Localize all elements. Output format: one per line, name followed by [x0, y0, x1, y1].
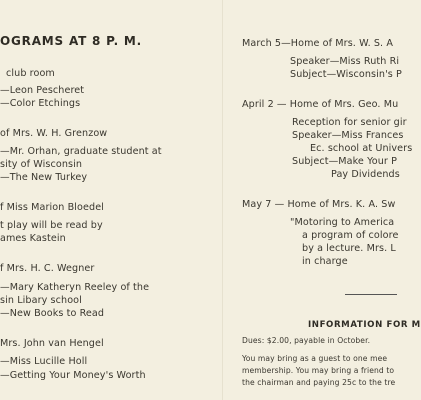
page-fold — [222, 0, 223, 400]
schedule-line: Speaker—Miss Frances — [292, 130, 404, 141]
section-divider — [345, 294, 397, 295]
program-line: sity of Wisconsin — [0, 159, 83, 170]
schedule-line: Reception for senior gir — [292, 117, 407, 128]
schedule-line: "Motoring to America — [290, 217, 395, 228]
program-line: Mrs. John van Hengel — [0, 338, 104, 349]
schedule-line: Ec. school at Univers — [310, 143, 413, 154]
programs-heading: OGRAMS AT 8 P. M. — [0, 34, 143, 48]
info-line: the chairman and paying 25c to the tre — [242, 378, 396, 387]
program-line: of Mrs. W. H. Grenzow — [0, 128, 108, 139]
schedule-line: a program of colore — [302, 230, 399, 241]
program-line: f Mrs. H. C. Wegner — [0, 263, 95, 274]
information-heading: INFORMATION FOR M — [308, 320, 421, 330]
program-line: club room — [6, 68, 55, 79]
schedule-line: Subject—Make Your P — [292, 156, 397, 167]
program-line: —Mary Katheryn Reeley of the — [0, 282, 150, 293]
program-line: —Getting Your Money's Worth — [0, 370, 146, 381]
info-line: Dues: $2.00, payable in October. — [242, 336, 371, 345]
info-line: membership. You may bring a friend to — [242, 366, 395, 375]
program-line: —Mr. Orhan, graduate student at — [0, 146, 162, 157]
schedule-line: by a lecture. Mrs. L — [302, 243, 396, 254]
program-line: t play will be read by — [0, 220, 103, 231]
program-line: —The New Turkey — [0, 172, 88, 183]
program-line: f Miss Marion Bloedel — [0, 202, 104, 213]
schedule-line: March 5—Home of Mrs. W. S. A — [242, 38, 394, 49]
program-line: —New Books to Read — [0, 308, 105, 319]
schedule-line: April 2 — Home of Mrs. Geo. Mu — [242, 99, 399, 110]
program-line: —Color Etchings — [0, 98, 81, 109]
schedule-line: Subject—Wisconsin's P — [290, 69, 402, 80]
program-line: —Leon Pescheret — [0, 85, 85, 96]
program-line: —Miss Lucille Holl — [0, 356, 88, 367]
schedule-line: Speaker—Miss Ruth Ri — [290, 56, 400, 67]
info-line: You may bring as a guest to one mee — [242, 354, 388, 363]
schedule-line: May 7 — Home of Mrs. K. A. Sw — [242, 199, 396, 210]
schedule-line: in charge — [302, 256, 348, 267]
program-line: ames Kastein — [0, 233, 66, 244]
program-line: sin Libary school — [0, 295, 82, 306]
schedule-line: Pay Dividends — [331, 169, 400, 180]
